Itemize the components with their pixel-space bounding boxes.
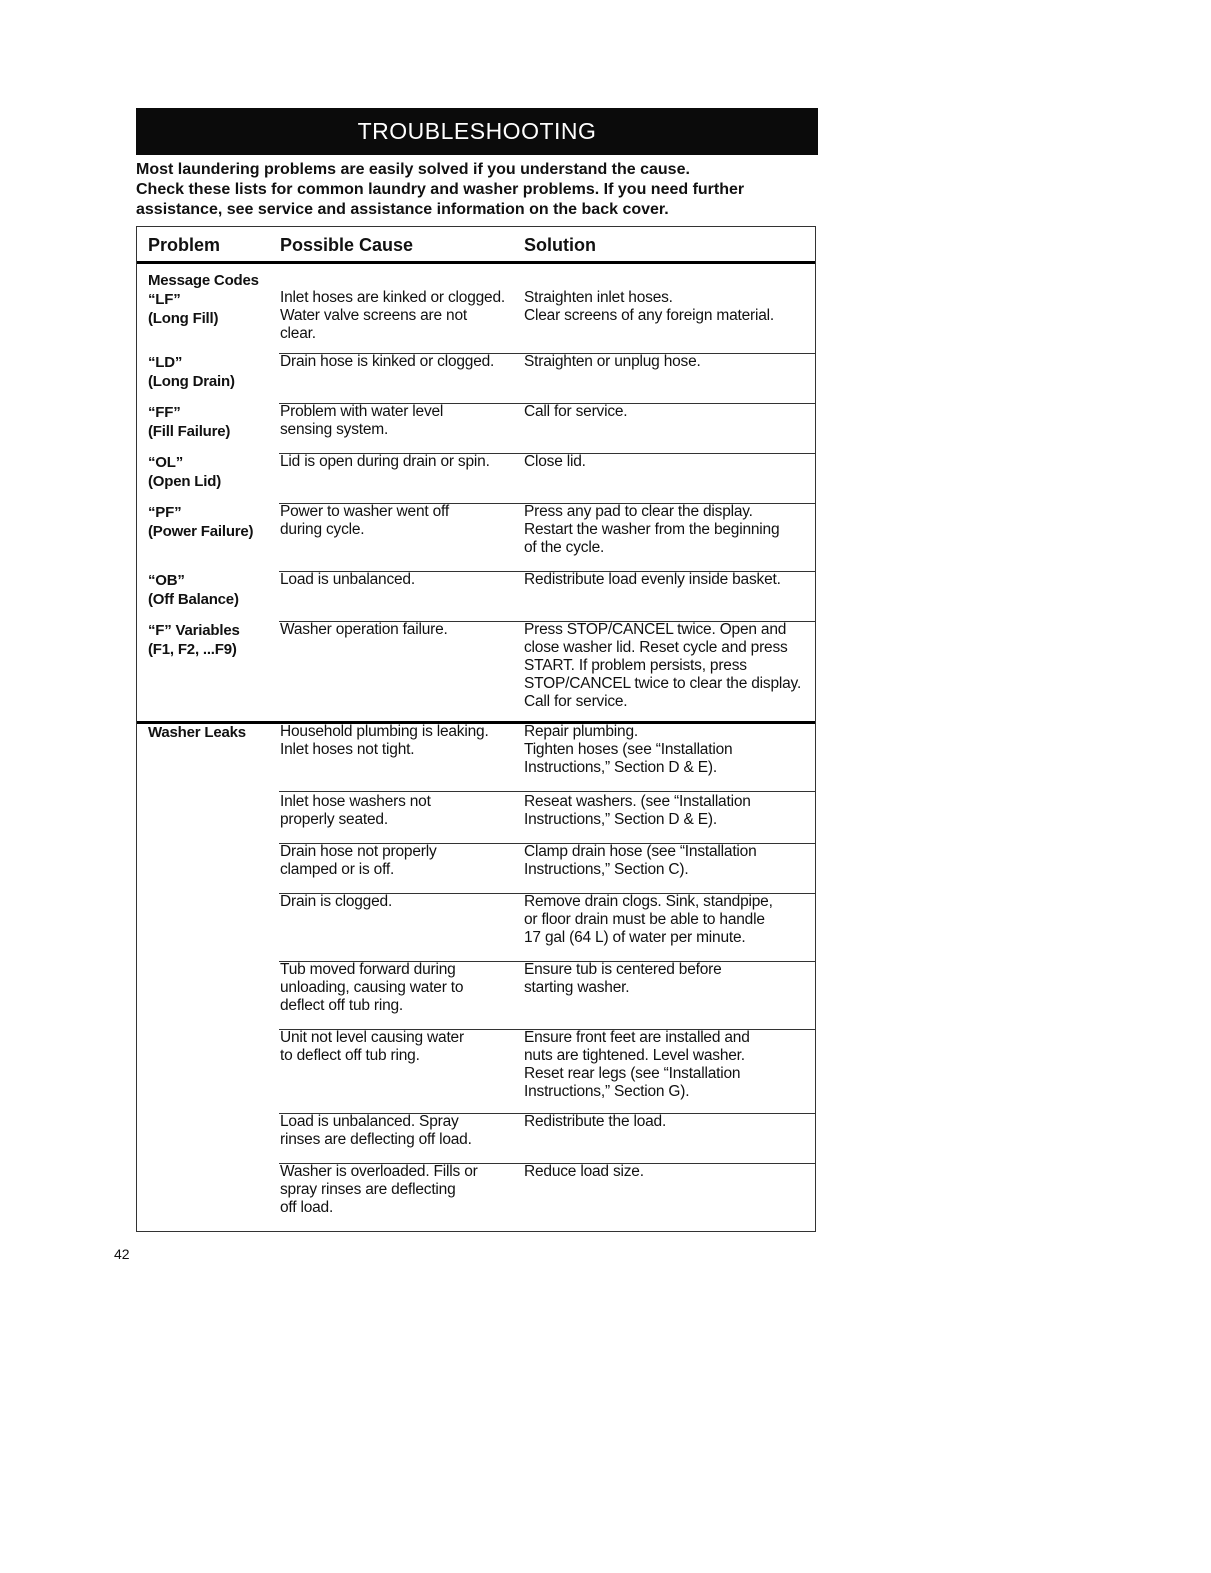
- solution-line: Remove drain clogs. Sink, standpipe,: [524, 893, 773, 910]
- cause-line: spray rinses are deflecting: [280, 1181, 456, 1198]
- solution-line: Tighten hoses (see “Installation: [524, 741, 733, 758]
- row-divider: [279, 621, 815, 622]
- row-cause-cell: [280, 503, 449, 539]
- row-divider: [279, 1113, 815, 1114]
- solution-line: Close lid.: [524, 453, 586, 470]
- solution-line: 17 gal (64 L) of water per minute.: [524, 929, 746, 946]
- table-header: [137, 227, 815, 264]
- solution-line: Instructions,” Section D & E).: [524, 759, 717, 776]
- row-solution-cell: [524, 621, 801, 711]
- header-solution: Solution: [524, 235, 596, 255]
- solution-line: Reset rear legs (see “Installation: [524, 1065, 741, 1082]
- solution-line: Instructions,” Section D & E).: [524, 811, 717, 828]
- row-solution-cell: [524, 843, 757, 879]
- solution-line: or floor drain must be able to handle: [524, 911, 765, 928]
- intro-text: [136, 160, 826, 220]
- cause-line: Tub moved forward during: [280, 961, 456, 978]
- problem-line: (Power Failure): [148, 523, 254, 540]
- row-solution-cell: [524, 403, 627, 421]
- solution-line: STOP/CANCEL twice to clear the display.: [524, 675, 802, 692]
- header-problem: Problem: [148, 235, 221, 255]
- cause-line: Power to washer went off: [280, 503, 449, 520]
- row-cause-cell: [280, 403, 443, 439]
- row-problem-cell: [148, 453, 221, 491]
- cause-line: Drain is clogged.: [280, 893, 393, 910]
- row-solution-cell: [524, 893, 773, 947]
- row-cause-cell: [280, 453, 490, 471]
- cause-line: [280, 271, 505, 289]
- row-divider: [279, 453, 815, 454]
- solution-line: Ensure tub is centered before: [524, 961, 722, 978]
- row-cause-cell: [280, 843, 437, 879]
- cause-line: Load is unbalanced. Spray: [280, 1113, 459, 1130]
- cause-line: unloading, causing water to: [280, 979, 464, 996]
- solution-line: Restart the washer from the beginning: [524, 521, 780, 538]
- cause-line: Inlet hoses are kinked or clogged.: [280, 289, 505, 306]
- intro-line: assistance, see service and assistance information on the back cover.: [136, 201, 669, 218]
- solution-line: Straighten inlet hoses.: [524, 289, 673, 306]
- problem-line: “PF”: [148, 504, 182, 521]
- problem-line: (Off Balance): [148, 591, 239, 608]
- solution-line: starting washer.: [524, 979, 630, 996]
- problem-line: “OB”: [148, 572, 185, 589]
- row-solution-cell: [524, 571, 781, 589]
- row-divider: [279, 353, 815, 354]
- row-divider: [279, 843, 815, 844]
- row-divider: [279, 1029, 815, 1030]
- cause-line: Inlet hose washers not: [280, 793, 431, 810]
- solution-line: Straighten or unplug hose.: [524, 353, 701, 370]
- problem-line: (F1, F2, ...F9): [148, 641, 237, 658]
- solution-line: Instructions,” Section G).: [524, 1083, 690, 1100]
- row-solution-cell: [524, 1163, 644, 1181]
- cause-line: Water valve screens are not: [280, 307, 467, 324]
- cause-line: Drain hose is kinked or clogged.: [280, 353, 495, 370]
- solution-line: [524, 271, 774, 289]
- cause-line: Load is unbalanced.: [280, 571, 415, 588]
- problem-line: (Fill Failure): [148, 423, 231, 440]
- row-cause-cell: [280, 353, 494, 371]
- cause-line: Household plumbing is leaking.: [280, 723, 489, 740]
- solution-line: nuts are tightened. Level washer.: [524, 1047, 745, 1064]
- solution-line: Repair plumbing.: [524, 723, 638, 740]
- cause-line: Drain hose not properly: [280, 843, 437, 860]
- intro-line: Check these lists for common laundry and washer problems. If you need further: [136, 181, 745, 198]
- row-cause-cell: [280, 1029, 464, 1065]
- row-solution-cell: [524, 503, 779, 557]
- section-divider: [137, 721, 815, 724]
- row-cause-cell: [280, 1163, 478, 1217]
- row-problem-cell: [148, 403, 230, 441]
- row-divider: [279, 1163, 815, 1164]
- row-cause-cell: [280, 961, 463, 1015]
- solution-line: Press any pad to clear the display.: [524, 503, 753, 520]
- problem-line: Message Codes: [148, 272, 259, 289]
- cause-line: Unit not level causing water: [280, 1029, 464, 1046]
- solution-line: Call for service.: [524, 693, 628, 710]
- cause-line: off load.: [280, 1199, 334, 1216]
- problem-line: (Long Drain): [148, 373, 235, 390]
- row-divider: [279, 403, 815, 404]
- intro-line: Most laundering problems are easily solved if you understand the cause.: [136, 161, 690, 178]
- row-cause-cell: [280, 893, 392, 911]
- row-problem-cell: [148, 271, 259, 328]
- cause-line: during cycle.: [280, 521, 365, 538]
- row-cause-cell: [280, 271, 505, 343]
- solution-line: Clear screens of any foreign material.: [524, 307, 774, 324]
- row-problem-cell: [148, 353, 235, 391]
- cause-line: Washer is overloaded. Fills or: [280, 1163, 478, 1180]
- row-solution-cell: [524, 961, 722, 997]
- row-problem-cell: [148, 621, 240, 659]
- row-solution-cell: [524, 353, 701, 371]
- cause-line: Problem with water level: [280, 403, 444, 420]
- solution-line: Clamp drain hose (see “Installation: [524, 843, 757, 860]
- problem-line: (Open Lid): [148, 473, 221, 490]
- row-problem-cell: [148, 723, 246, 742]
- solution-line: Ensure front feet are installed and: [524, 1029, 750, 1046]
- solution-line: Redistribute the load.: [524, 1113, 667, 1130]
- problem-line: “LD”: [148, 354, 183, 371]
- solution-line: START. If problem persists, press: [524, 657, 747, 674]
- solution-line: Press STOP/CANCEL twice. Open and: [524, 621, 787, 638]
- row-divider: [279, 503, 815, 504]
- solution-line: Call for service.: [524, 403, 628, 420]
- solution-line: of the cycle.: [524, 539, 605, 556]
- row-divider: [279, 893, 815, 894]
- row-cause-cell: [280, 571, 415, 589]
- row-cause-cell: [280, 793, 431, 829]
- row-solution-cell: [524, 1029, 750, 1101]
- cause-line: Inlet hoses not tight.: [280, 741, 415, 758]
- row-cause-cell: [280, 723, 489, 759]
- header-cause: Possible Cause: [280, 235, 414, 255]
- solution-line: Instructions,” Section C).: [524, 861, 689, 878]
- cause-line: Washer operation failure.: [280, 621, 448, 638]
- row-problem-cell: [148, 571, 239, 609]
- solution-line: Redistribute load evenly inside basket.: [524, 571, 781, 588]
- row-solution-cell: [524, 453, 586, 471]
- troubleshooting-table: [136, 226, 816, 1232]
- problem-line: “LF”: [148, 291, 181, 308]
- problem-line: Washer Leaks: [148, 724, 246, 741]
- row-solution-cell: [524, 1113, 666, 1131]
- problem-line: “FF”: [148, 404, 181, 421]
- problem-line: (Long Fill): [148, 310, 219, 327]
- row-divider: [279, 961, 815, 962]
- cause-line: rinses are deflecting off load.: [280, 1131, 472, 1148]
- section-banner: TROUBLESHOOTING: [136, 108, 818, 155]
- row-solution-cell: [524, 793, 751, 829]
- cause-line: clamped or is off.: [280, 861, 395, 878]
- row-solution-cell: [524, 271, 774, 325]
- cause-line: to deflect off tub ring.: [280, 1047, 420, 1064]
- page-number: 42: [114, 1246, 130, 1262]
- solution-line: Reduce load size.: [524, 1163, 644, 1180]
- cause-line: deflect off tub ring.: [280, 997, 404, 1014]
- cause-line: Lid is open during drain or spin.: [280, 453, 490, 470]
- solution-line: Reseat washers. (see “Installation: [524, 793, 751, 810]
- cause-line: sensing system.: [280, 421, 389, 438]
- problem-line: “F” Variables: [148, 622, 240, 639]
- row-cause-cell: [280, 621, 448, 639]
- cause-line: clear.: [280, 325, 316, 342]
- solution-line: close washer lid. Reset cycle and press: [524, 639, 788, 656]
- problem-line: “OL”: [148, 454, 184, 471]
- row-divider: [279, 791, 815, 792]
- row-solution-cell: [524, 723, 732, 777]
- row-divider: [279, 571, 815, 572]
- row-problem-cell: [148, 503, 253, 541]
- row-cause-cell: [280, 1113, 472, 1149]
- cause-line: properly seated.: [280, 811, 388, 828]
